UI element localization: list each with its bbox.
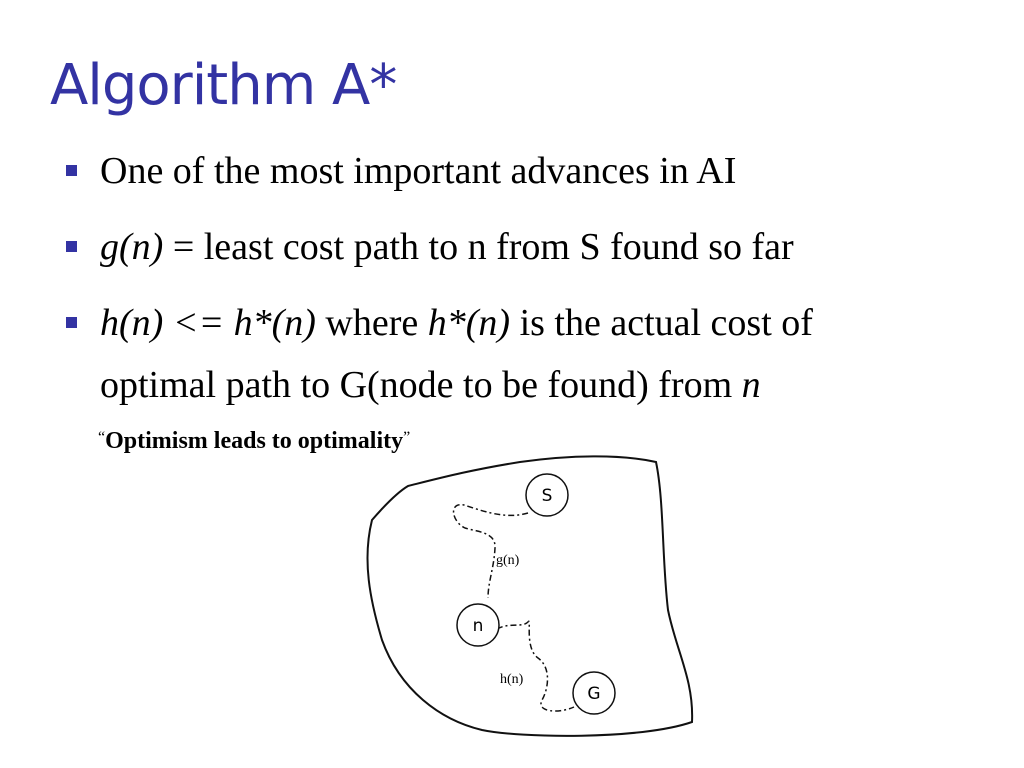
bullet-italic-gn: g(n) (100, 226, 164, 268)
g-path (454, 505, 528, 598)
node-s-label: S (541, 486, 553, 506)
bullet-italic-hstar: h*(n) (427, 302, 511, 344)
node-g-label: G (587, 684, 601, 704)
bullet-text: where (315, 302, 428, 344)
node-n-label: n (472, 616, 484, 636)
h-path (497, 621, 574, 711)
bullet-text: = least cost path to n from S found so far (163, 226, 794, 268)
bullet-text: optimal path to G(node to be found) from (100, 364, 742, 406)
slide-title: Algorithm A* (50, 53, 397, 118)
bullet-italic-hn: h(n) <= h*(n) (100, 302, 316, 344)
quote-text: Optimism leads to optimality (105, 428, 404, 454)
close-quote: ” (403, 429, 411, 446)
g-label: g(n) (496, 553, 520, 568)
bullet-italic-n: n (741, 364, 761, 406)
h-label: h(n) (500, 672, 524, 687)
open-quote: “ (98, 429, 106, 446)
bullet-text: One of the most important advances in AI (100, 150, 737, 192)
bullet-text: is the actual cost of (510, 302, 813, 344)
